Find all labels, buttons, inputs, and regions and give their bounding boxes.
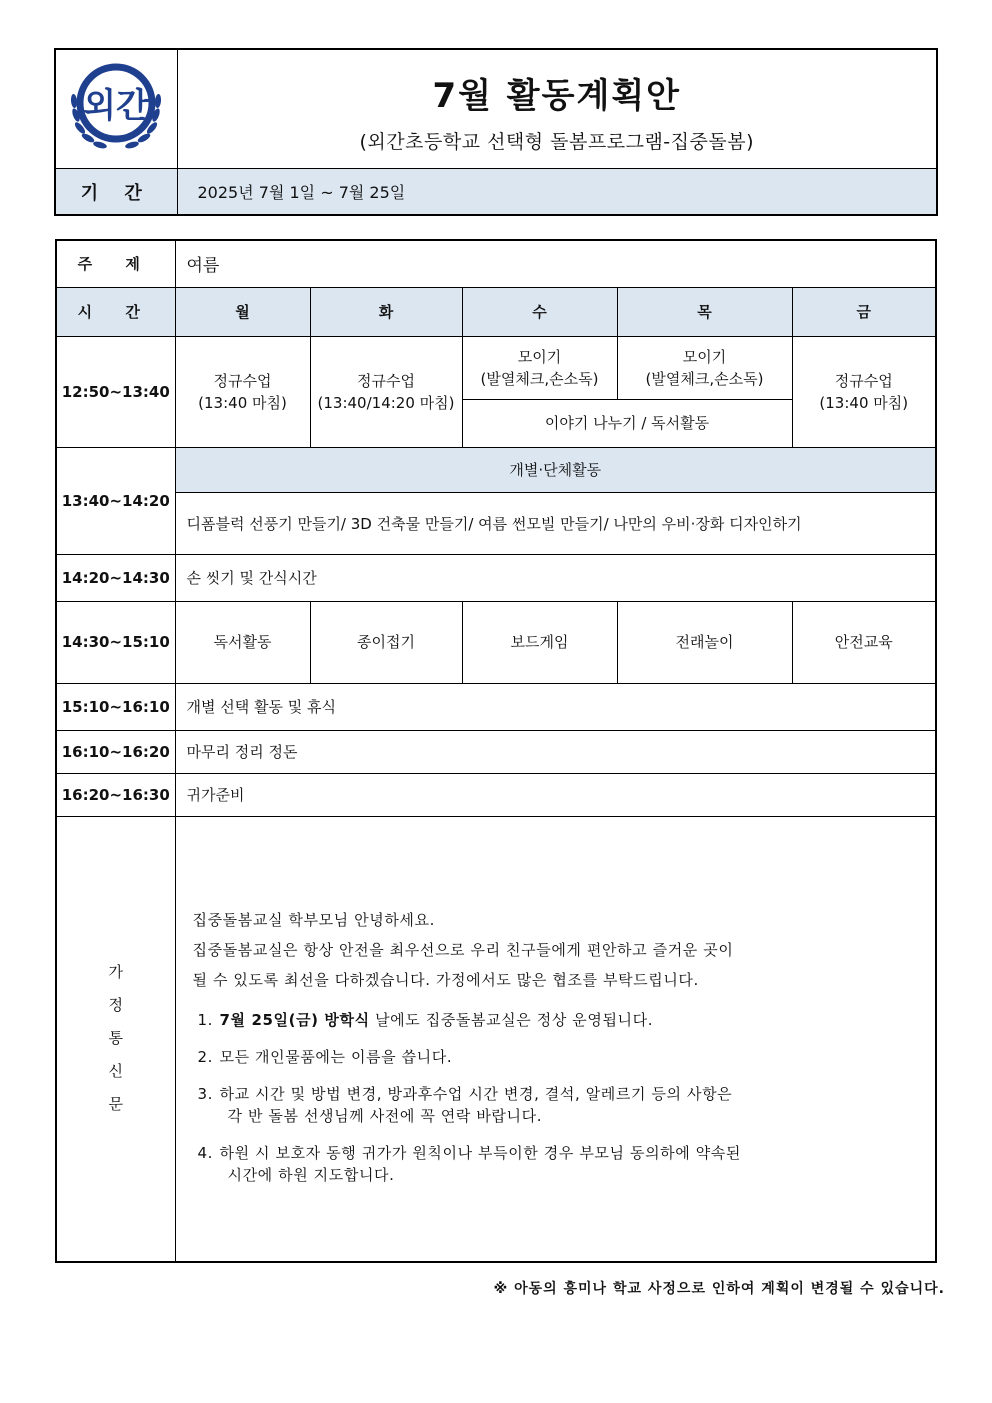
period-value: 2025년 7월 1일 ~ 7월 25일: [177, 169, 937, 216]
cell-text: (13:40 마침): [198, 393, 287, 412]
time-slot-6: 16:10~16:20: [56, 730, 175, 773]
cleanup-content: 마무리 정리 정돈: [175, 730, 936, 773]
cell-text: 모이기: [682, 347, 727, 366]
cell-text: (발열체크,손소독): [645, 369, 764, 388]
time-slot-4: 14:30~15:10: [56, 601, 175, 683]
activity-thu: 전래놀이: [617, 601, 792, 683]
cell-thu-1: [617, 336, 792, 399]
cell-fri-1: [792, 336, 936, 447]
day-wed: 수: [462, 287, 617, 336]
notice-label-char: 문: [108, 1095, 123, 1114]
page-subtitle: (외간초등학교 선택형 돌봄프로그램-집중돌봄): [359, 131, 754, 153]
activity-wed: 보드게임: [462, 601, 617, 683]
topic-value: 여름: [175, 240, 936, 287]
item-text: 모든 개인물품에는 이름을 씁니다.: [219, 1047, 453, 1066]
time-slot-2: 13:40~14:20: [56, 447, 175, 554]
time-slot-3: 14:20~14:30: [56, 554, 175, 601]
go-home-content: 귀가준비: [175, 773, 936, 816]
cell-text: 정규수업: [357, 371, 415, 390]
item-number: 2.: [197, 1047, 214, 1066]
item-text: 시간에 하원 지도합니다.: [227, 1165, 395, 1184]
item-text: 날에도 집중돌봄교실은 정상 운영됩니다.: [369, 1010, 654, 1029]
schedule-table: [55, 239, 937, 1263]
group-activity-header: 개별·단체활동: [175, 447, 936, 492]
day-mon: 월: [175, 287, 310, 336]
notice-item-4: [193, 1142, 916, 1186]
item-text: 하교 시간 및 방법 변경, 방과후수업 시간 변경, 결석, 알레르기 등의 사항은: [219, 1084, 733, 1103]
activity-fri: 안전교육: [792, 601, 936, 683]
notice-intro: 될 수 있도록 최선을 다하겠습니다. 가정에서도 많은 협조를 부탁드립니다.: [192, 970, 699, 989]
cell-text: 정규수업: [213, 371, 272, 390]
item-text: 하원 시 보호자 동행 귀가가 원칙이나 부득이한 경우 부모님 동의하에 약속된: [219, 1143, 741, 1162]
cell-mon-1: [175, 336, 310, 447]
cell-text: (발열체크,손소독): [480, 369, 599, 388]
school-logo: [55, 49, 177, 169]
notice-label: [56, 816, 175, 1262]
cell-text: (13:40 마침): [819, 393, 909, 412]
school-emblem-icon: [62, 57, 170, 157]
group-activity-content: 디폼블럭 선풍기 만들기/ 3D 건축물 만들기/ 여름 썬모빌 만들기/ 나만의 우비·장화 디자인하기: [175, 492, 936, 554]
cell-wed-thu-story: 이야기 나누기 / 독서활동: [462, 399, 792, 447]
cell-wed-1: [462, 336, 617, 399]
page-title: 7월 활동계획안: [432, 76, 682, 116]
header-table: [54, 48, 938, 216]
item-number: 3.: [197, 1084, 214, 1103]
notice-item-2: [193, 1046, 916, 1068]
activity-mon: 독서활동: [175, 601, 310, 683]
notice-label-char: 통: [108, 1029, 123, 1048]
notice-label-char: 가: [108, 963, 123, 982]
day-tue: 화: [310, 287, 462, 336]
cell-text: 모이기: [517, 347, 562, 366]
period-label: 기 간: [55, 169, 177, 216]
footnote: ※ 아동의 흥미나 학교 사정으로 인하여 계획이 변경될 수 있습니다.: [493, 1281, 945, 1297]
notice-label-char: 정: [108, 996, 123, 1015]
topic-label: 주 제: [56, 240, 175, 287]
activity-tue: 종이접기: [310, 601, 462, 683]
item-emphasis: 7월 25일(금) 방학식: [219, 1010, 370, 1029]
free-activity-content: 개별 선택 활동 및 휴식: [175, 683, 936, 730]
cell-text: 정규수업: [834, 371, 893, 390]
logo-text: 외간: [83, 86, 150, 126]
time-slot-1: 12:50~13:40: [56, 336, 175, 447]
notice-item-3: [193, 1083, 916, 1127]
notice-label-char: 신: [108, 1062, 123, 1081]
notice-item-1: [193, 1009, 916, 1031]
cell-text: (13:40/14:20 마침): [317, 393, 455, 412]
snack-time-content: 손 씻기 및 간식시간: [175, 554, 936, 601]
item-number: 4.: [197, 1143, 214, 1162]
notice-list: [193, 1009, 916, 1186]
time-label: 시 간: [56, 287, 175, 336]
time-slot-5: 15:10~16:10: [56, 683, 175, 730]
notice-content: [175, 816, 936, 1262]
cell-tue-1: [310, 336, 462, 447]
day-fri: 금: [792, 287, 936, 336]
notice-intro: 집중돌봄교실은 항상 안전을 최우선으로 우리 친구들에게 편안하고 즐거운 곳이: [192, 940, 734, 959]
time-slot-7: 16:20~16:30: [56, 773, 175, 816]
item-number: 1.: [197, 1010, 214, 1029]
notice-intro: 집중돌봄교실 학부모님 안녕하세요.: [192, 910, 435, 929]
item-text: 각 반 돌봄 선생님께 사전에 꼭 연락 바랍니다.: [227, 1106, 543, 1125]
day-thu: 목: [617, 287, 792, 336]
title-cell: [177, 49, 937, 169]
